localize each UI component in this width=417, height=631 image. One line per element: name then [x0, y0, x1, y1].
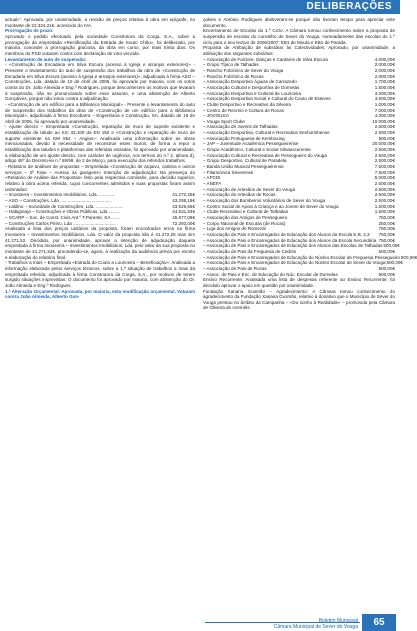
- row-label: – Banda União Musical Pessegueirense: [203, 164, 284, 170]
- row-amount: 2.500,00€: [374, 192, 395, 198]
- row-amount: 3.000,00€: [374, 90, 395, 96]
- row-amount: 5.000,00€: [374, 175, 395, 181]
- row-amount: 2.500,00€: [374, 186, 395, 192]
- row-amount: 1.500,00€: [374, 84, 395, 90]
- row-label: – Rancho Folclórico de Sever do Vouga: [203, 67, 284, 73]
- paragraph: Fundação Xanana Gusmão – Agradecimento: A Câmara tomou conhecimento do agradecimento da Fundação Xanana Gusmão, relativo à donativo que o Município de Sever do Vouga prestou no âmbito da Campanha – «Do sonho à Realidade» – promovida pela Câmara de Oliveira de Azeméis.: [203, 288, 395, 311]
- footer-council-name: Câmara Municipal de Sever do Vouga: [273, 624, 358, 630]
- row-amount: 500,00€: [378, 135, 395, 141]
- row-amount: 41.272,25€: [172, 192, 195, 198]
- paragraph: - Relatório de análises de propostas – Empreitada «Construção de arquivo, cantina e outros serviços – 2ª Fase – Acesso às garagens» Intenção de adjudicação: Na presença do «Relatório de Análise das Propostas» feito pela respectiva comissão, para decisão superior, relativo à obra acima referida, cujos concorrentes admitidos e suas propostas foram assim ordenados:: [5, 164, 195, 192]
- row-amount: 500,00€: [378, 265, 395, 271]
- row-amount: 2.500,00€: [374, 152, 395, 158]
- row-label: – JOVOUGA: [203, 113, 230, 119]
- page-header-band: [0, 0, 400, 14]
- row-label: – ANEFA: [203, 181, 222, 187]
- page-number: 65: [362, 614, 396, 631]
- paragraph: - «Construção de um edifício para a Biblioteca Municipal» - Presente o levantamento do auto de suspensão dos trabalhos da obra de «Construção de um edifício para a Biblioteca Municipal», adjudicada à firma Encobarra – Engenharia e Construção, SA, datado de 18 de Abril de 2006, foi aprovado por unanimidade.: [5, 101, 195, 124]
- row-label: – Associação de Folclore, Danças e Cantares de Silva Escura: [203, 56, 328, 62]
- paragraph: - Trabalhos a mais – Empreitada «Estrada do Couto a Louriceira – Beneficiação»: Analisada a informação elaborada pelos serviços técnicos, sobre a 1.ª situação de trabalhos a mais da empreitada referida, adjudicada à firma Construtora da Corga, S.A., por motivos de terem surgido situações imprevistas. O documento foi aprovado por maioria, com abstenção do Dr. João Almeida e Eng.º Rodrigues.: [5, 260, 195, 288]
- paragraph: Analisada a lista dos preços unitários da proposta, foram encontrados erros na firma Imosserra – Investimentos Imobiliários, Lda. O valor da proposta não é 41.272,25 mas sim 41.271,52. Decidido, por unanimidade, aprovar a intenção de adjudicação daquela empreitada à firma Imosserra – Investimentos Imobiliários, Lda, pelo valor da sua proposta no montante de 41.271,52€, procedendo-se, agora, à realização da audiência prévia por escrito e elaboração do relatório final.: [5, 226, 195, 260]
- row-amount: 750,00€: [378, 226, 395, 232]
- row-amount: 2.000,00€: [374, 62, 395, 68]
- row-amount: 43.526,66€: [172, 203, 195, 209]
- row-label: – JAP – Juventude Académica Pessegueirense: [203, 141, 299, 147]
- paragraph: 1.ª Alteração Orçamental: Aprovada, por maioria, esta modificação orçamental. Votaram contra João Almeida, Alberto Gon-: [5, 288, 195, 300]
- row-label: – Associação de Jovens de Talhadas: [203, 124, 278, 130]
- row-amount: 44.631,84€: [172, 209, 195, 215]
- row-label: – Grupo Típico de Talhadas: [203, 62, 259, 68]
- row-label: – Rancho Folclórico de Rocas: [203, 73, 264, 79]
- row-amount: 2.500,00€: [374, 181, 395, 187]
- row-amount: 500,00€: [378, 248, 395, 254]
- row-label: – Grupo Académico, Cultural e Social Silvaescurense: [203, 147, 311, 153]
- row-amount: 7.500,00€: [374, 169, 395, 175]
- paragraph: Proposta de Atribuição de subsídios às Colectividades: Aprovado, por unanimidade, a atribuição dos seguintes subsídios:: [203, 45, 395, 56]
- page-footer: [0, 614, 400, 631]
- row-amount: 500,00€: [383, 243, 400, 249]
- row-amount: 4.000,00€: [374, 56, 395, 62]
- paragraph: Aprovado o pedido efectuado pela sociedade Construtora da Corga, S.A., sobre a prorrogação da empreitada «Rectificação da Estrada de Souto Chão», foi deliberado, por maioria, conceder a prorrogação graciosa, da obra em curso, por mais trinta dias. Os membros do PSD votaram contra com declaração de voto vencido.: [5, 33, 195, 56]
- row-amount: 500,00€: [400, 254, 417, 260]
- row-amount: 1.500,00€: [374, 209, 395, 215]
- row-amount: 45.877,08€: [172, 214, 195, 220]
- paragraph: - Ajuste directo – Empreitada «Construção, reparação de muro de suporte existente e estabilização de talude ao Km 33,100 da EN 182 e «Construção e reparação de muro de suporte existente na EM 554 – Angios»: Analisada uma informação sobre as obras mencionadas, devido à necessidade de reconstruir estes muros, de forma a repor a estabilização dos taludes e plataformas das referidas estradas, foi aprovado por unanimidade, a elaboração de um ajuste directo, com carácter de urgência, nos termos do n.º 2, alínea d), artigo 48º do Decreto-lei n.º 59/99, de 2 de Março, para execução dos referidos trabalhos.: [5, 124, 195, 164]
- row-label: – Grupo Desportivo, Cultural de Paradela: [203, 158, 287, 164]
- row-label: – Laldino – Sociedade de Construções, Lda. ......................: [5, 203, 124, 209]
- paragraph: Prorrogação de prazo:: [5, 28, 54, 34]
- paragraph: Ensino Recorrente: Analisada uma lista de despesas referente ao Ensino Recorrente, foi decidido aprovar o apoio em questão por unanimidade.: [203, 277, 395, 288]
- row-label: – Associação Desportiva Social e Cultural do Couto de Esteves: [203, 96, 331, 102]
- row-label: – Construções Carlos Pinho, Lda ..................................: [5, 220, 116, 226]
- row-amount: 2.500,00€: [374, 147, 395, 153]
- row-amount: 43.298,18€: [172, 198, 195, 203]
- row-label: – Clube Recreativo e Cultural de Talhadas: [203, 209, 289, 215]
- row-amount: 2.500,00€: [374, 158, 395, 164]
- row-amount: 2.500,00€: [374, 198, 395, 203]
- row-label: – Associação Cultural e Desportiva de Dornelas: [203, 84, 300, 90]
- row-label: – Associação de Artesãos de Sever do Vouga: [203, 186, 296, 192]
- row-label: – Associação Cultural e Recreativa de Pessegueiro do Vouga: [203, 152, 327, 158]
- row-amount: 72.393,00€: [172, 220, 195, 226]
- left-column: [5, 17, 195, 300]
- row-label: – Centro de Recreio e Cultura de Rocas: [203, 107, 284, 113]
- row-label: – Associação de Artesãos de Rocas: [203, 192, 276, 198]
- row-label: – Associação Portuguesa de Kemboxing: [203, 135, 285, 141]
- row-label: – Filarmónica Severense: [203, 169, 254, 175]
- row-label: – ASO – Construções, Lda .........................................: [5, 198, 112, 203]
- row-label: – Associação de Pais de Rocas: [203, 265, 267, 271]
- row-amount: 2.000,00€: [374, 73, 395, 79]
- right-column: [203, 17, 417, 311]
- row-amount: 7.000,00€: [374, 107, 395, 113]
- row-label: – Associação de Pais e Encarregados de Educação do Núcleo Escolar de Freguesia Pessegueiro: [203, 254, 400, 260]
- row-label: – APCDI: [203, 175, 221, 181]
- row-amount: 10.000,00€: [372, 118, 395, 124]
- row-amount: 500,00€: [378, 271, 395, 277]
- row-amount: 2.500,00€: [374, 124, 395, 130]
- footer-publication: [274, 618, 358, 630]
- row-label: – Associação de Pais e Encarregados de Educação dos Alunos das Escolas de Talhadas: [203, 243, 383, 249]
- row-amount: 750,00€: [378, 214, 395, 220]
- paragraph: - «Construção de Escadaria em Silva Escura (acesso à Igreja e arranjos exteriores)» - Presente o levantamento do auto de suspensão dos trabalhos da obra de «Construção de Escadaria em Silva Escura (acesso à Igreja e arranjos exteriores)», adjudicada à firma ASO – Construções, Lda, datado de 10 de Abril de 2006, foi aprovado por maioria, com os votos contra do Dr. João Almeida e Eng.º Rodrigues, porque desconhecem os motivos que levaram à suspensão, não se pronunciando sobre esse assunto, e uma abstenção de Alberto Gonçalves, porque não votou contra a adjudicação.: [5, 62, 195, 102]
- row-amount: 2.500,00€: [374, 130, 395, 136]
- row-amount: 750,00€: [378, 237, 395, 243]
- row-label: – Centro Social de Apoio à Criança e ao Jovem de Sever do Vouga: [203, 203, 339, 209]
- row-label: – Associação Desportiva, Cultural e Recreativa Senhorinhense: [203, 130, 330, 136]
- paragraph: Levantamento de auto de suspensão:: [5, 56, 87, 62]
- row-amount: 4.000,00€: [374, 113, 395, 119]
- row-label: – Habigranja – Construções e Obras Públicas, Lda .........: [5, 209, 120, 215]
- row-label: – Liga dos Amigos de Romezal: [203, 226, 266, 232]
- row-label: – Associação de Pais da Freguesia de Cedrim: [203, 248, 297, 254]
- row-label: – Associação Desportiva e Cultural de Louriceira: [203, 90, 302, 96]
- row-amount: 1.700,00€: [374, 79, 395, 85]
- row-label: – Associação dos Bombeiros Voluntários de Sever do Vouga: [203, 198, 326, 203]
- footer-bulletin-name: Boletim Municipal: [318, 618, 358, 624]
- row-amount: 20.000,00€: [372, 141, 395, 147]
- row-amount: 750,00€: [378, 231, 395, 237]
- row-amount: 3.500,00€: [374, 96, 395, 102]
- row-amount: 250,00€: [378, 220, 395, 226]
- row-label: – Clube Desportivo e Recreativo da Silveira: [203, 101, 291, 107]
- row-label: – Assoc. de Pais e Enc. de Educação do Núc. Escolar de Dornelas: [203, 271, 338, 277]
- row-label: – Associação Desportiva Águias de Carrazedo: [203, 79, 297, 85]
- row-label: – Associação dos Amigos de Pessegueiro: [203, 214, 288, 220]
- row-amount: 7.500,00€: [374, 164, 395, 170]
- paragraph: çalves e António Rodrigues abstiveram-se porque não tiveram tempo para apreciar este documento.: [203, 17, 395, 28]
- row-amount: 2.000,00€: [374, 67, 395, 73]
- row-label: – Associação de Pais e Encarregados de Educação dos Alunos da Escola E.B. 2,3: [203, 231, 370, 237]
- row-amount: 1.000,00€: [374, 101, 395, 107]
- paragraph: Encerramento de Escolas do 1.º Ciclo: A Câmara tomou conhecimento sobre a proposta de suspensão de escolas do concelho de Sever do Vouga, nomeadamente das escolas do 1.º ciclo para o ano lectivo de 2006/2007: EB1 de Mouta e EB1 de Parada.: [203, 28, 395, 45]
- row-label: – SCARP – Soc. de Const. Civis Ant.º T.Parente, SA. ......: [5, 214, 121, 220]
- row-amount: 1.500,00€: [374, 203, 395, 209]
- row-label: – Associação de Pais e Encarregados de Educação dos Alunos da Escola Secundária: [203, 237, 377, 243]
- row-label: – Corpo Nacional de Escutas (de Rocas): [203, 220, 286, 226]
- row-amount: 500,00€: [386, 260, 403, 266]
- paragraph: actual»': Aprovada, por unanimidade, a revisão de preços relativa à obra em epígrafe, no montante de 22.324,21€, acrescido do IVA.: [5, 17, 195, 28]
- row-label: – Imosserra – Investimentos Imobiliários, Lda. ............: [5, 192, 115, 198]
- row-label: – Associação de Pais e Encarregados de Educação do Núcleo Escolar de Sever do Vouga: [203, 260, 386, 266]
- section-title: DELIBERAÇÕES: [306, 1, 392, 12]
- row-label: – Vouga Sport Clube: [203, 118, 245, 124]
